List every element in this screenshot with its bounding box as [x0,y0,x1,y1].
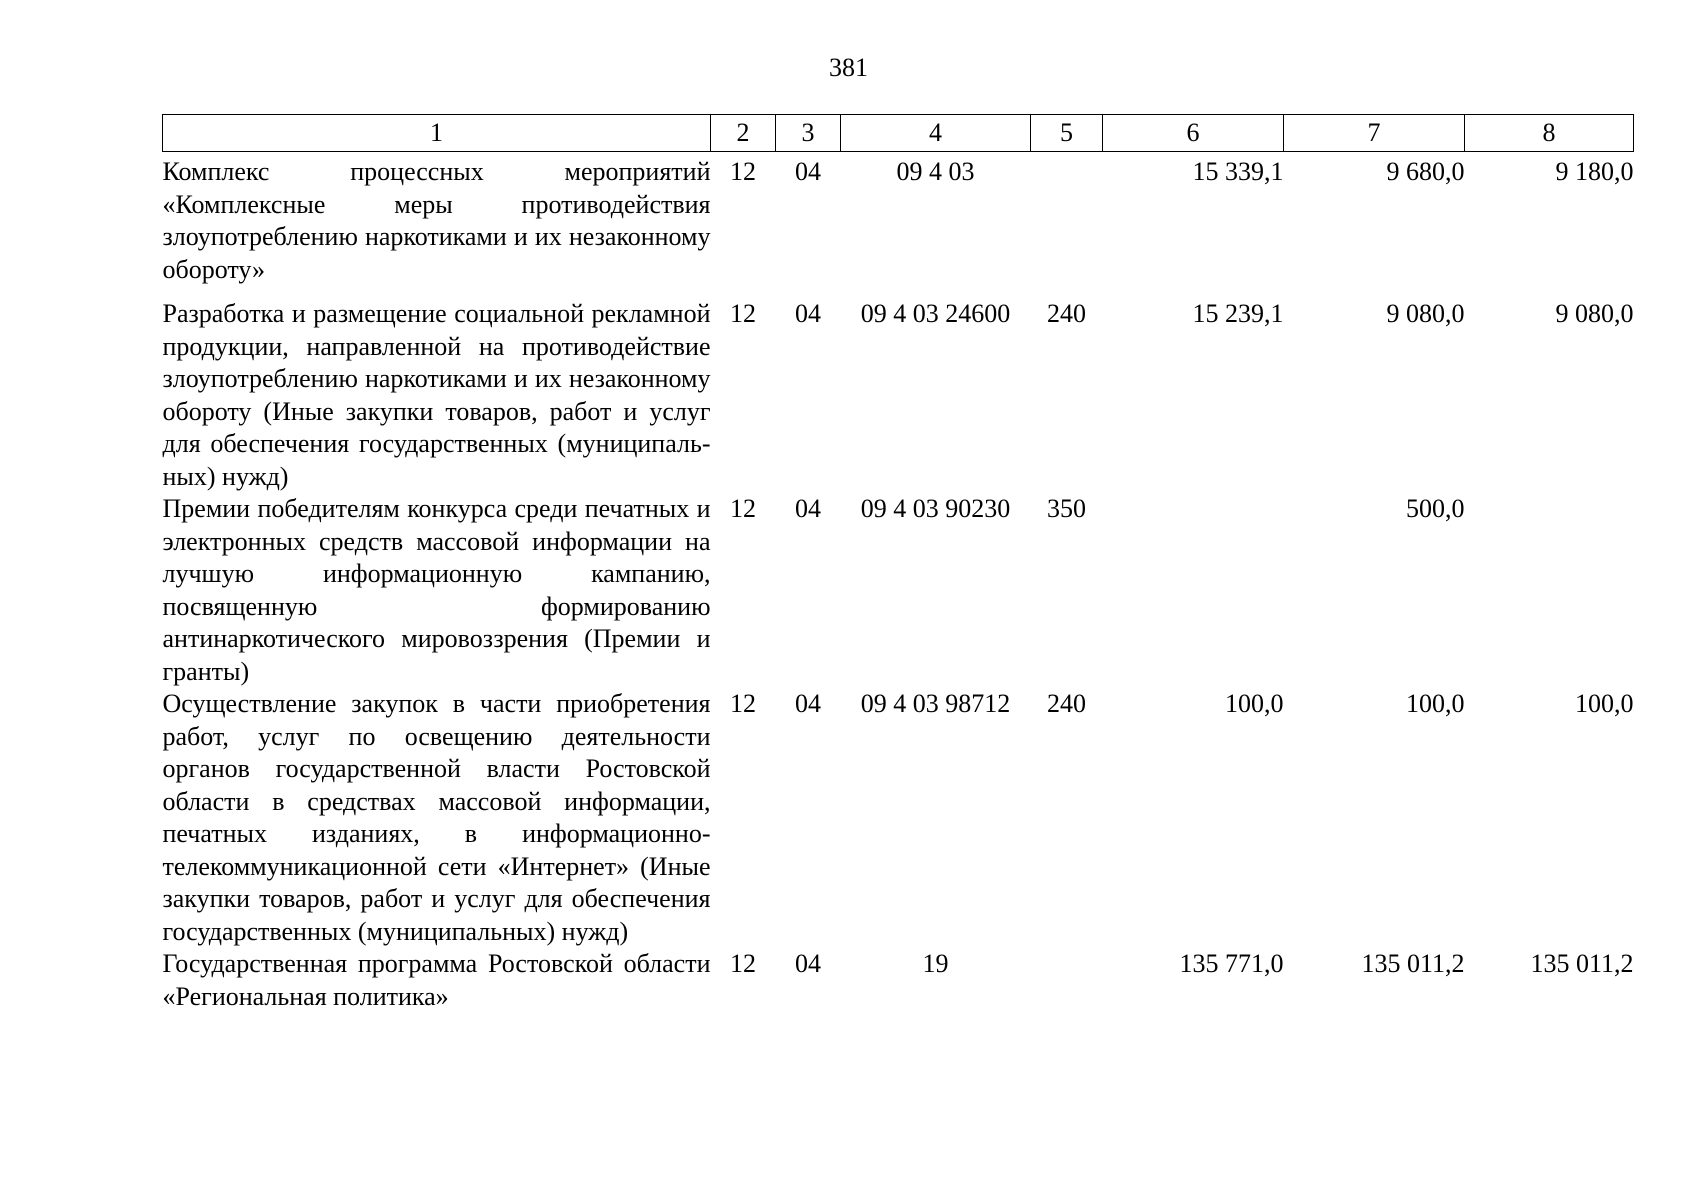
header-col-5: 5 [1031,115,1103,152]
row-description: Комплекс процессных мероприятий «Комплексные меры противодействия злоупотреблению наркотиками и их незаконному обороту» [162,157,711,284]
table-row [163,152,1634,287]
row-target-code: 09 4 03 [896,157,975,186]
row-expense-type: 350 [1047,494,1086,523]
row-target-code: 19 [922,949,949,978]
header-col-7: 7 [1284,115,1465,152]
row-section: 12 [730,949,756,978]
row-expense-type: 240 [1047,299,1086,328]
row-amount-8: 100,0 [1575,689,1634,718]
row-description: Премии победителям конкурса среди печатных и электронных средств массовой информации на лучшую информационную кампанию, посвященную формированию антинаркотического мировоззрения (Премии и гранты) [162,494,711,686]
row-amount-7: 9 080,0 [1386,299,1465,328]
page-number: 381 [829,53,868,82]
header-col-3: 3 [776,115,841,152]
row-amount-7: 9 680,0 [1386,157,1465,186]
row-amount-6: 15 239,1 [1192,299,1284,328]
row-amount-8: 135 011,2 [1530,949,1634,978]
row-amount-7: 500,0 [1406,494,1465,523]
row-amount-7: 135 011,2 [1361,949,1465,978]
row-subsection: 04 [795,157,821,186]
header-col-6: 6 [1103,115,1284,152]
row-amount-6 [1103,493,1284,688]
row-section: 12 [730,299,756,328]
header-col-4: 4 [841,115,1031,152]
header-row [163,115,1634,152]
row-subsection: 04 [795,494,821,523]
row-amount-6: 15 339,1 [1192,157,1284,186]
row-description: Осуществление закупок в части приобретения работ, услуг по освещению деятельности органов государственной власти Ростовской области в средствах массовой информации, печатных изданиях, в информационно-телекоммуникационной сети «Интернет» (Иные закупки товаров, работ и услуг для обеспечения государственных (муниципальных) нужд) [162,689,711,946]
row-subsection: 04 [795,949,821,978]
row-section: 12 [730,494,756,523]
row-target-code: 09 4 03 90230 [860,494,1011,523]
header-col-2: 2 [711,115,776,152]
row-expense-type [1031,152,1103,287]
row-target-code: 09 4 03 24600 [860,299,1011,328]
row-description: Государственная программа Ростовской области «Региональная политика» [162,949,711,1011]
row-target-code: 09 4 03 98712 [860,689,1011,718]
row-section: 12 [730,157,756,186]
row-amount-6: 135 771,0 [1179,949,1284,978]
row-amount-6: 100,0 [1225,689,1284,718]
row-expense-type: 240 [1047,689,1086,718]
budget-table [162,114,1634,1013]
row-subsection: 04 [795,689,821,718]
table-row [163,948,1634,1013]
table-row [163,688,1634,948]
row-amount-8 [1465,493,1634,688]
table-row [163,493,1634,688]
row-amount-8: 9 180,0 [1555,157,1634,186]
row-expense-type [1031,948,1103,1013]
header-col-8: 8 [1465,115,1634,152]
row-amount-8: 9 080,0 [1555,299,1634,328]
table-row [163,286,1634,493]
row-amount-7: 100,0 [1406,689,1465,718]
header-col-1: 1 [163,115,711,152]
row-section: 12 [730,689,756,718]
row-subsection: 04 [795,299,821,328]
row-description: Разработка и размещение социальной рекламной продукции, направленной на противодействие злоупотреблению наркотиками и их незаконному обороту (Иные закупки товаров, работ и услуг для обеспечения государственных (муниципальных) нужд) [162,299,711,491]
